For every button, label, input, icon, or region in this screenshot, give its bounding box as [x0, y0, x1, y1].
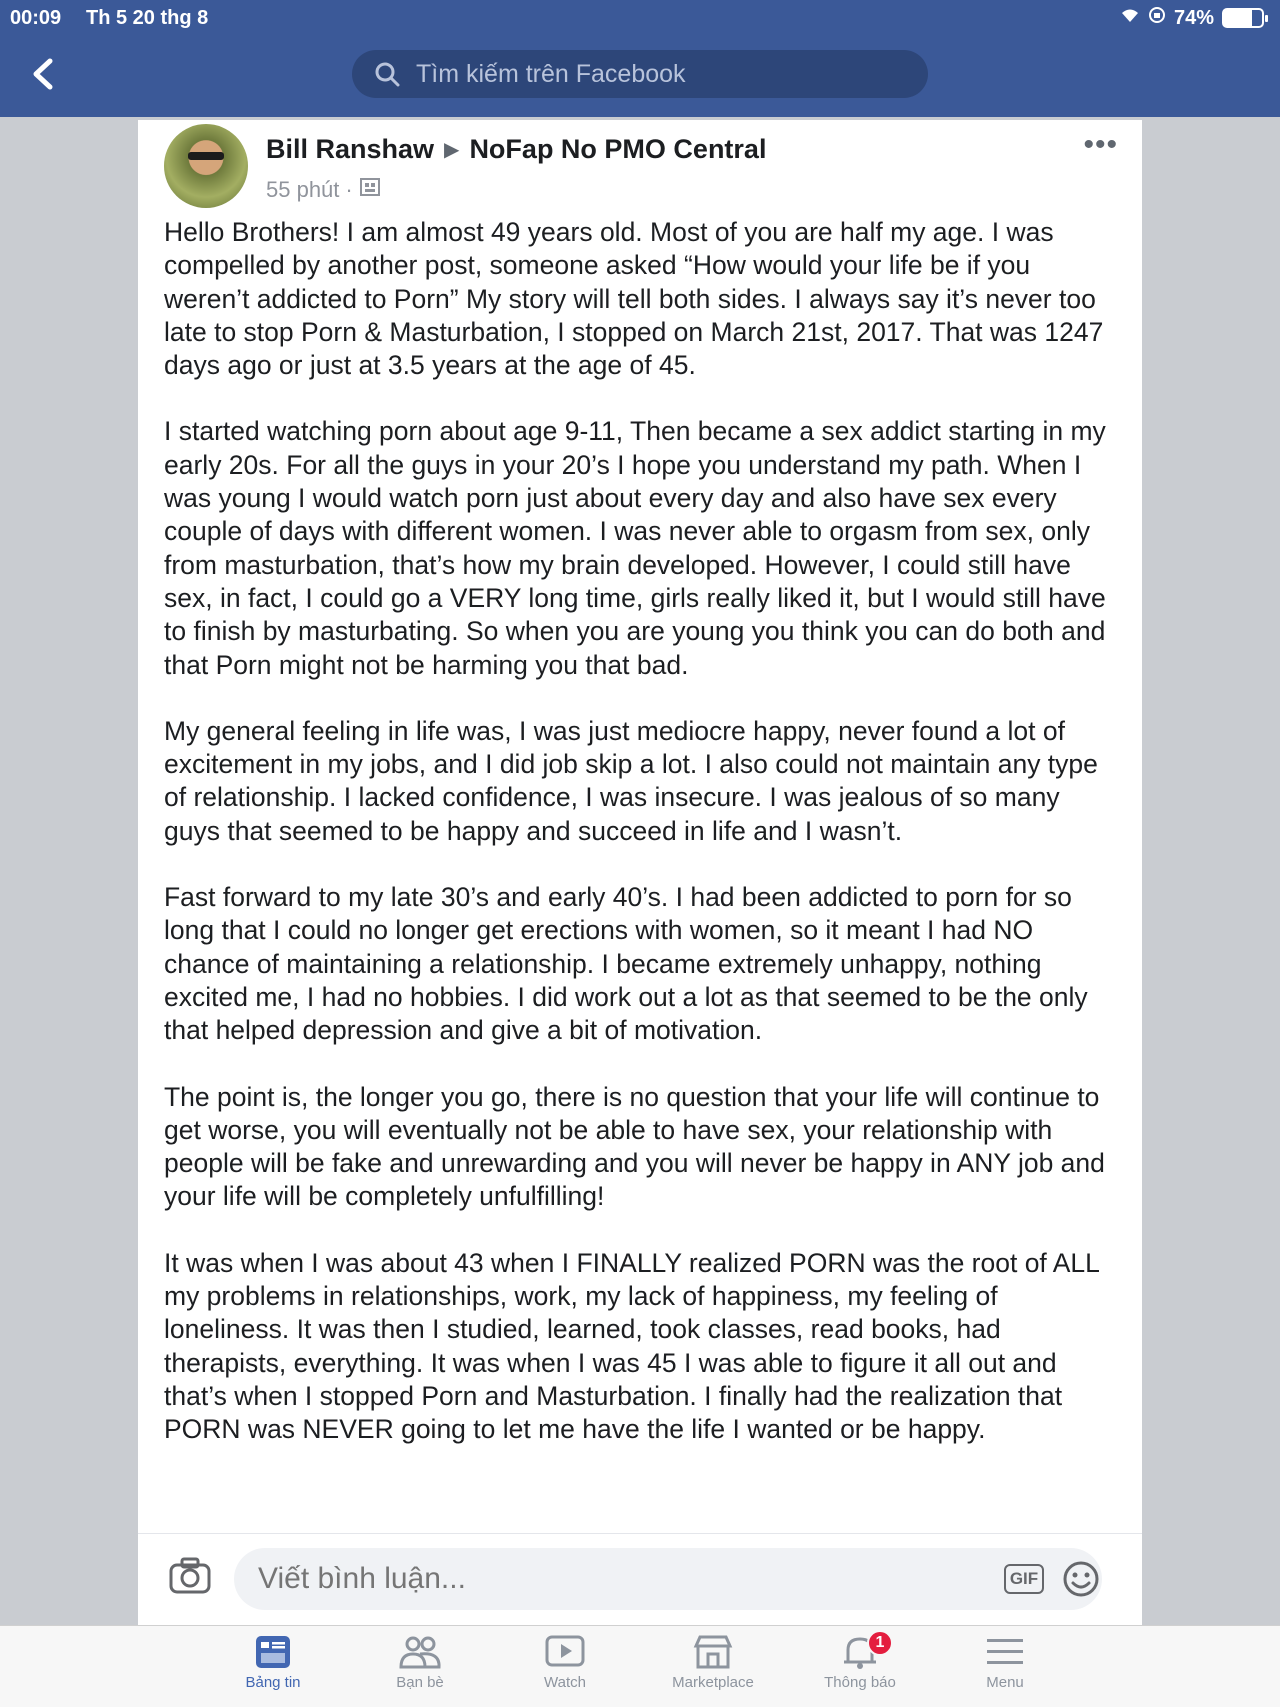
dot-separator: · [345, 177, 353, 202]
search-icon [374, 61, 400, 87]
battery-icon [1222, 8, 1264, 28]
post-paragraph: Hello Brothers! I am almost 49 years old. Most of you are half my age. I was compelled by another post, someone asked “How would your life be if you weren’t addicted to Porn” My story will tell both sides. I always say it’s never too late to stop Porn & Masturbation, I stopped on March 21st, 2017. That was 1247 days ago or just at 3.5 years at the age of 45. [164, 217, 1104, 381]
post-body [164, 216, 1120, 1447]
post-paragraph: Fast forward to my late 30’s and early 40’s. I had been addicted to porn for so long that I could no longer get erections with women, so it meant I had NO chance of maintaining a relationship. I became extremely unhappy, nothing excited me, I had no hobbies. I did work out a lot as that seemed to be the only that helped depression and give a bit of motivation. [164, 882, 1088, 1046]
group-privacy-icon [359, 176, 381, 204]
camera-button[interactable] [168, 1556, 212, 1601]
post-paragraph: It was when I was about 43 when I FINALLY realized PORN was the root of ALL my problems in relationships, work, my lack of happiness, my feeling of loneliness. It was then I studied, learned, took classes, read books, had therapists, everything. It was when I was 45 I was able to figure it all out and that’s when I stopped Porn and Masturbation. I finally had the realization that PORN was NEVER going to let me have the life I wanted or be happy. [164, 1247, 1099, 1445]
friends-icon [398, 1634, 442, 1670]
nav-label: Bảng tin [245, 1674, 301, 1691]
watch-icon [544, 1634, 586, 1670]
status-right [1120, 6, 1264, 30]
post-paragraph: My general feeling in life was, I was just mediocre happy, never found a lot of excitement in my jobs, and I did job skip a lot. I also could not maintain any type of relationship. I lacked confidence, I was insecure. I was jealous of so many guys that seemed to be happy and succeed in life and I wasn’t. [164, 715, 1098, 846]
nav-label: Marketplace [672, 1674, 754, 1691]
menu-icon [985, 1634, 1025, 1670]
status-date: Th 5 20 thg 8 [86, 7, 209, 29]
post-header [266, 134, 766, 165]
nav-marketplace[interactable] [648, 1634, 778, 1691]
camera-icon [168, 1556, 212, 1596]
more-icon: ••• [1083, 128, 1118, 161]
search-bar[interactable] [352, 50, 928, 98]
nav-news-feed[interactable] [208, 1634, 338, 1691]
post-meta [266, 176, 381, 204]
wifi-icon [1120, 7, 1140, 30]
bottom-nav [0, 1625, 1280, 1707]
chevron-left-icon [30, 58, 54, 90]
nav-label: Thông báo [824, 1674, 896, 1691]
status-time: 00:09 [10, 7, 62, 29]
nav-friends[interactable] [355, 1634, 485, 1691]
status-bar [0, 0, 1280, 36]
battery-fill [1224, 10, 1252, 26]
news-feed-icon [254, 1634, 292, 1670]
marketplace-icon [692, 1634, 734, 1670]
play-arrow-icon: ▶ [444, 139, 460, 161]
back-button[interactable] [22, 54, 62, 94]
battery-percent: 74% [1173, 6, 1214, 29]
nav-label: Menu [986, 1674, 1024, 1691]
post-paragraph: I started watching porn about age 9-11, Then became a sex addict starting in my early 20s. For all the guys in your 20’s I hope you understand my path. When I was young I would watch porn just about every day and also have sex every couple of days with different women. I was never able to orgasm from sex, only from masturbation, that’s how my brain developed. However, I could still have sex, in fact, I could go a VERY long time, girls really liked it, but I would still have to finish by masturbating. So when you are young you think you can do both and that Porn might not be harming you that bad. [164, 416, 1106, 680]
notification-badge: 1 [867, 1630, 893, 1656]
orientation-lock-icon [1148, 6, 1166, 30]
comment-composer [138, 1533, 1142, 1625]
group-name[interactable]: NoFap No PMO Central [469, 134, 767, 164]
post-paragraph: The point is, the longer you go, there is no question that your life will continue to get worse, you will eventually not be able to have sex, your relationship with people will be fake and unrewarding and you will never be happy in ANY job and your life will be completely unfulfilling! [164, 1081, 1105, 1212]
avatar[interactable] [164, 124, 248, 208]
nav-label: Watch [544, 1674, 586, 1691]
emoji-icon [1062, 1560, 1100, 1598]
nav-label: Bạn bè [396, 1674, 444, 1691]
gif-label: GIF [1009, 1569, 1039, 1588]
nav-watch[interactable] [500, 1634, 630, 1691]
nav-notifications[interactable] [795, 1634, 925, 1691]
gif-button[interactable] [1004, 1564, 1044, 1594]
more-options-button[interactable] [1083, 128, 1118, 162]
top-bar [0, 0, 1280, 117]
post-card [138, 120, 1142, 1535]
emoji-button[interactable] [1062, 1560, 1100, 1603]
search-placeholder: Tìm kiếm trên Facebook [416, 59, 686, 88]
comment-input[interactable] [234, 1548, 1102, 1610]
post-time[interactable]: 55 phút [266, 177, 340, 202]
author-name[interactable]: Bill Ranshaw [266, 134, 435, 164]
nav-menu[interactable] [940, 1634, 1070, 1691]
